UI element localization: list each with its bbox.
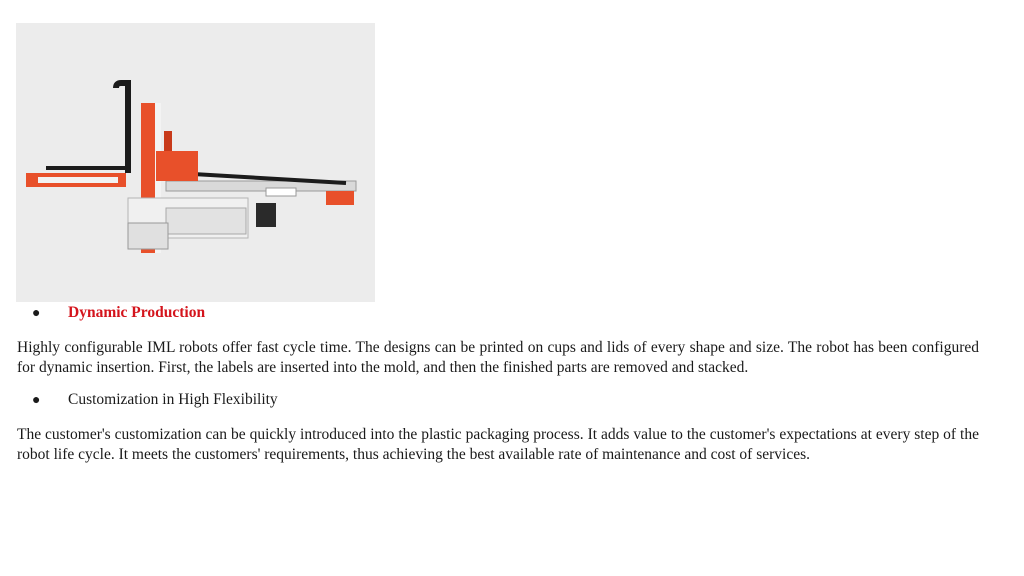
section-paragraph: Highly configurable IML robots offer fast cycle time. The designs can be printed on cups and lids of every shape and size. The robot has been configured for dynamic insertion. First, the labels are inserted into the mold, and then the finished parts are removed and stacked. [17,339,979,376]
iml-robot-illustration [16,23,375,302]
section-paragraph: The customer's customization can be quickly introduced into the plastic packaging process. It adds value to the customer's expectations at every step of the robot life cycle. It meets the customers' requirements, thus achieving the best available rate of maintenance and cost of services. [17,426,979,463]
bullet-icon: ● [32,393,41,408]
product-image [16,23,375,302]
section-heading: Dynamic Production [68,304,206,321]
bullet-icon: ● [32,306,41,321]
list-item [32,304,205,322]
section-heading: Customization in High Flexibility [68,391,278,408]
list-item [32,391,278,409]
